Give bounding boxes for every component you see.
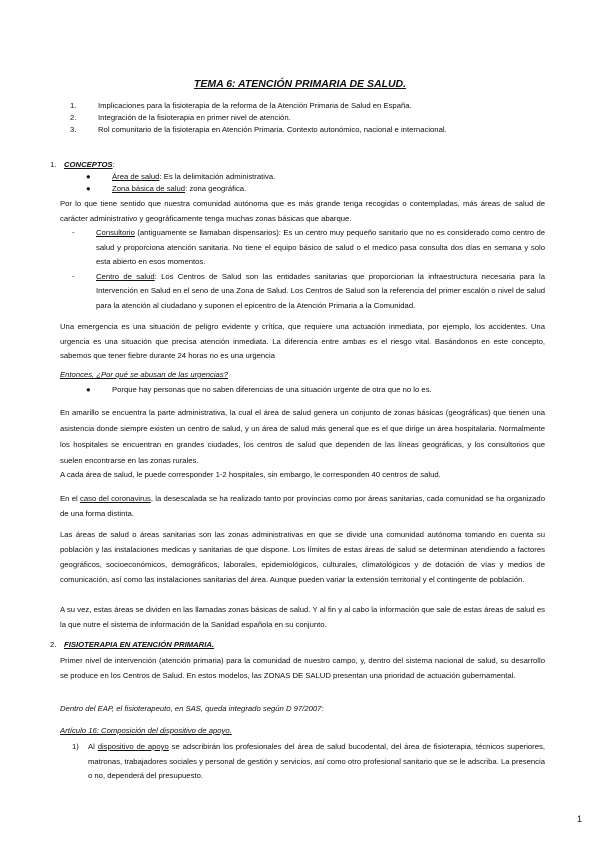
item-number: 2. <box>70 113 77 122</box>
section-2-heading <box>50 639 535 651</box>
item-number: 3. <box>70 125 77 134</box>
term: caso del coronavirus <box>79 494 151 503</box>
text: se adscribirán los profesionales del área de salud bucodental, del área de fisioterapia, técnicos superiores, matronas, trabajadores sociales y personal de gestión y servicios, así como otro profesional sanitario que se le adscriba. La presencia o no, dependerá del presupuesto. <box>88 742 545 780</box>
term: dispositivo de apoyo <box>97 742 169 751</box>
paragraph: Dentro del EAP, el fisioterapeuto, en SAS, queda integrado según D 97/2007: <box>60 704 324 713</box>
text: , la desescalada se ha realizado tanto por provincias como por áreas sanitarias, cada comunidad se ha organizado de una forma distinta. <box>60 494 545 518</box>
paragraph: A cada área de salud, le puede corresponder 1-2 hospitales, sin embargo, le corresponden 40 centros de salud. <box>60 470 441 479</box>
paragraph: Las áreas de salud o áreas sanitarias son las zonas administrativas en que se divide una comunidad autónoma tomando en cuenta su población y las instalaciones medicas y sanitarias de que dispone. Los límites de estas áreas de salud se determinan atendiendo a factores geográficos, socioeconómicos, demográficos, laborales, epidemiológicos, culturales, climatológicos y de dotación de vías y medios de comunicación, así como las instalaciones sanitarias del área. Aunque pueden variar la extensión territorial y el contingente de población. <box>60 530 545 584</box>
section-number: 2. <box>50 640 57 649</box>
section-title: CONCEPTOS <box>64 160 113 169</box>
objectives-list <box>70 100 555 136</box>
term: Zona básica de salud <box>112 184 186 193</box>
list-item <box>72 740 545 784</box>
paragraph: A su vez, estas áreas se dividen en las llamadas zonas básicas de salud. Y al fin y al cabo la información que sale de estas áreas de salud es la que nutre el sistema de información de la Sanidad española en su conjunto. <box>60 605 545 629</box>
item-text: Rol comunitario de la fisioterapia en Atención Primaria. Contexto autonómico, nacional e internacional. <box>98 125 447 134</box>
list-item <box>70 124 555 136</box>
definition: (antiguamente se llamaban dispensarios): Es un centro muy pequeño sanitario que no es considerado como centro de salud y proporciona atención sanitaria. No tiene el equipo básico de salud o el medico pasa consulta dos días en semana y solo esta abierto en esos momentos. <box>96 228 545 266</box>
text: En el <box>60 494 80 503</box>
page-title: TEMA 6: ATENCIÓN PRIMARIA DE SALUD. <box>193 78 407 90</box>
paragraph <box>60 492 545 521</box>
term: Área de salud <box>112 172 160 181</box>
definition: : zona geográfica. <box>185 184 247 193</box>
paragraph: En amarillo se encuentra la parte administrativa, la cual el área de salud genera un conjunto de zonas básicas (geográficas) que tienen una asistencia donde siempre existen un centro de salud, y un área de salud más general que es el que dirige un área hospitalaria. Normalmente los hospitales se encuentran en grandes ciudades, los centros de salud que dependen de las líneas geográficas, y los consultorios que suelen encontrarse en las zonas rurales. <box>60 408 545 465</box>
paragraph: Por lo que tiene sentido que nuestra comunidad autónoma que es más grande tenga recogidas o contempladas, más áreas de salud de carácter administrativo y geográficamente tenga muchas zonas básicas que abarque. <box>60 199 545 223</box>
question: Entonces, ¿Por qué se abusan de las urgencias? <box>60 370 228 379</box>
section-number: 1. <box>50 160 57 169</box>
section-1-heading: 1. CONCEPTOS : <box>50 160 115 169</box>
item-number: 1) <box>72 742 79 751</box>
term: Consultorio <box>96 228 135 237</box>
item-number: 1. <box>70 101 77 110</box>
answer: Porque hay personas que no saben diferencias de una situación urgente de otra que no lo es. <box>112 385 432 394</box>
definition: : Los Centros de Salud son las entidades sanitarias que proporcionan la infraestructura necesaria para la Intervención en Salud en el seno de una Zona de Salud. Los Centros de Salud son la referencia del primer escalón o nivel de salud para la atención al ciudadano y suponen el epicentro de la Atención Primaria a la Comunidad. <box>96 271 545 310</box>
list-item: - Consultorio (antiguamente se llamaban dispensarios): Es un centro muy pequeño sanitario que no es considerado como centro de salud y proporciona atención sanitaria. No tiene el equipo básico de salud o el medico pasa consulta dos días en semana y solo esta abierto en esos momentos. <box>72 228 545 266</box>
list-item: ● Porque hay personas que no saben diferencias de una situación urgente de otra que no lo es. <box>86 385 432 394</box>
definition: : Es la delimitación administrativa. <box>159 172 276 181</box>
text: Al <box>88 742 98 751</box>
list-item: - Centro de salud: Los Centros de Salud son las entidades sanitarias que proporcionan la infraestructura necesaria para la Intervención en Salud en el seno de una Zona de Salud. Los Centros de Salud son la referencia del primer escalón o nivel de salud para la atención al ciudadano y suponen el epicentro de la Atención Primaria a la Comunidad. <box>72 271 545 310</box>
item-text: Implicaciones para la fisioterapia de la reforma de la Atención Primaria de Salud en España. <box>98 101 412 110</box>
paragraph: Primer nivel de intervención (atención primaria) para la comunidad de nuestro campo, y, dentro del sistema nacional de salud, su desarrollo se produce en los Centros de Salud. En estos modelos, las ZONAS DE SALUD presentan una prioridad de actuación gubernamental. <box>60 656 545 680</box>
list-item: ● Área de salud: Es la delimitación administrativa. <box>86 172 276 181</box>
concept-bullets <box>74 171 559 195</box>
list-item: ● Zona básica de salud: zona geográfica. <box>86 184 247 193</box>
term: Centro de salud <box>96 271 155 281</box>
section-title: FISIOTERAPIA EN ATENCIÓN PRIMARIA. <box>64 640 215 649</box>
page-number: 1 <box>576 814 582 824</box>
list-item <box>70 112 555 124</box>
paragraph: Una emergencia es una situación de peligro evidente y crítica, que requiere una actuación inmediata, por ejemplo, los accidentes. Una urgencia es una situación que precisa atención inmediata. La diferencia entre ambas es el riesgo vital. Basándonos en este concepto, sabemos que tener fiebre durante 24 horas no es una urgencia <box>60 322 545 360</box>
article-heading: Artículo 16: Composición del dispositivo de apoyo. <box>60 726 232 735</box>
item-text: Integración de la fisioterapia en primer nivel de atención. <box>98 113 291 122</box>
list-item <box>70 100 555 112</box>
